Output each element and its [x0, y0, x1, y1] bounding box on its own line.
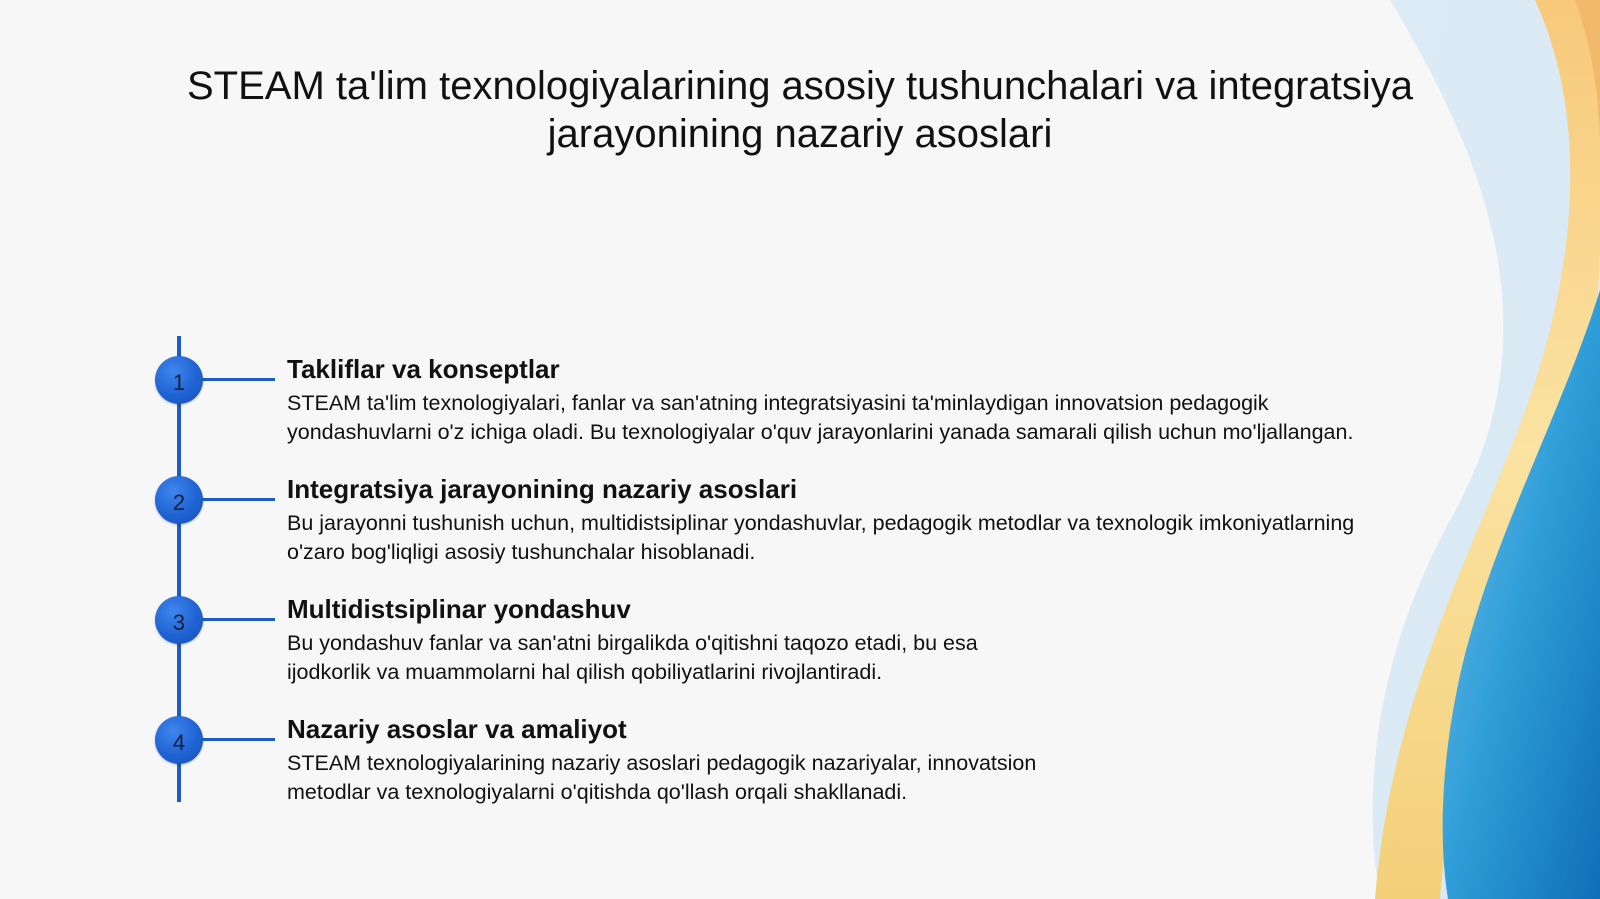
timeline-connector [195, 378, 275, 381]
timeline-item-2 [0, 465, 1600, 575]
timeline-item-text-line-2: metodlar va texnologiyalarni o'qitishda qo'llash orqali shakllanadi. [287, 779, 908, 804]
timeline-item-heading: Multidistsiplinar yondashuv [287, 594, 631, 624]
timeline-connector [195, 738, 275, 741]
timeline-item-text [287, 389, 1353, 446]
timeline-item-1 [0, 345, 1600, 455]
timeline-item-text [287, 629, 978, 686]
timeline-step-marker: 1 [155, 356, 203, 404]
timeline-item-4 [0, 705, 1600, 815]
timeline-connector [195, 498, 275, 501]
timeline-item-heading: Nazariy asoslar va amaliyot [287, 714, 627, 744]
timeline-item-text-line-1: STEAM texnologiyalarining nazariy asoslari pedagogik nazariyalar, innovatsion [287, 751, 1037, 775]
slide-title [150, 62, 1450, 158]
timeline-item-text-line-1: Bu jarayonni tushunish uchun, multidistsiplinar yondashuvlar, pedagogik metodlar va texnologik imkoniyatlarning [287, 511, 1355, 535]
timeline-item-text-line-2: o'zaro bog'liqligi asosiy tushunchalar hisoblanadi. [287, 539, 756, 564]
timeline-item-text-line-2: yondashuvlarni o'z ichiga oladi. Bu texnologiyalar o'quv jarayonlarini yanada samarali qilish uchun mo'ljallangan. [287, 419, 1354, 444]
timeline-item-heading: Takliflar va konseptlar [287, 354, 560, 384]
slide-title-line-1: STEAM ta'lim texnologiyalarining asosiy tushunchalari va integratsiya [187, 64, 1413, 108]
timeline-item-text [287, 509, 1354, 566]
timeline-connector [195, 618, 275, 621]
timeline-step-marker: 2 [155, 476, 203, 524]
timeline-step-marker: 4 [155, 716, 203, 764]
timeline-item-text-line-2: ijodkorlik va muammolarni hal qilish qobiliyatlarini rivojlantiradi. [287, 659, 883, 684]
timeline-item-text [287, 749, 1036, 806]
slide-title-line-2: jarayonining nazariy asoslari [547, 112, 1053, 156]
timeline-item-3 [0, 585, 1600, 695]
timeline-item-heading: Integratsiya jarayonining nazariy asoslari [287, 474, 798, 504]
timeline-item-text-line-1: Bu yondashuv fanlar va san'atni birgalikda o'qitishni taqozo etadi, bu esa [287, 631, 978, 655]
timeline-item-text-line-1: STEAM ta'lim texnologiyalari, fanlar va san'atning integratsiyasini ta'minlaydigan innovatsion pedagogik [287, 391, 1269, 415]
timeline-step-marker: 3 [155, 596, 203, 644]
